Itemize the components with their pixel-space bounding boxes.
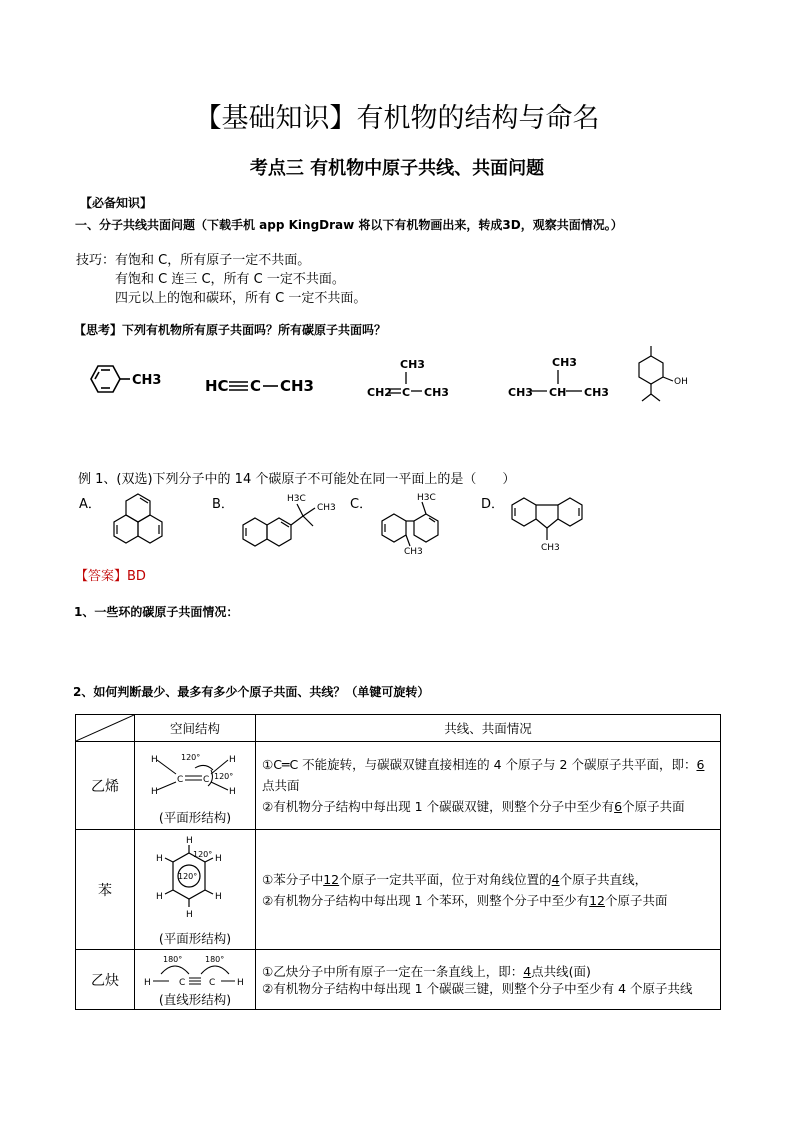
- acetylene-structure: [143, 952, 247, 990]
- answer-line: [75, 565, 146, 584]
- table-row: [76, 742, 721, 830]
- think-molecules: [70, 346, 710, 412]
- svg-text:H: H: [215, 853, 222, 864]
- section-ring-heading: 1、一些环的碳原子共面情况：: [74, 605, 239, 619]
- option-c-h3c: H3C: [417, 493, 436, 503]
- propyne-ch3: CH3: [280, 377, 314, 395]
- table-row: [76, 950, 721, 1010]
- tip-line-2: 有饱和 C 连三 C，所有 C 一定不共面。: [115, 272, 345, 287]
- example-1-question: 例 1、(双选)下列分子中的 14 个碳原子不可能处在同一平面上的是（ ）: [78, 472, 516, 487]
- benzene-num-1: 12: [323, 871, 340, 887]
- essential-label: 【必备知识】: [80, 196, 153, 210]
- benzene-structure-cell: [135, 830, 256, 950]
- benzene-caption: (平面形结构): [158, 930, 232, 946]
- ethylene-structure: [145, 746, 245, 808]
- svg-text:H: H: [237, 977, 244, 988]
- isobutene-right: CH3: [424, 386, 449, 399]
- tip-line-3: 四元以上的饱和碳环，所有 C 一定不共面。: [115, 291, 367, 306]
- ethylene-num-2: 6: [614, 799, 623, 814]
- isobutene-c: C: [402, 386, 411, 399]
- option-c-dimethylbiphenyl: [372, 488, 472, 554]
- benzene-num-3: 12: [589, 892, 606, 908]
- option-b-h3c: H3C: [287, 494, 306, 504]
- section-judge-heading: 2、如何判断最少、最多有多少个原子共面、共线？（单键可旋转）: [73, 685, 430, 699]
- svg-text:H: H: [229, 786, 236, 797]
- row-name-acetylene: 乙炔: [76, 950, 135, 1010]
- isobutane-right: CH3: [584, 386, 609, 399]
- menthol-oh: OH: [674, 377, 688, 387]
- svg-text:H: H: [215, 891, 222, 902]
- svg-text:H: H: [156, 853, 163, 864]
- svg-text:120°: 120°: [193, 849, 213, 859]
- isobutane-left: CH3: [508, 386, 533, 399]
- row-name-benzene: 苯: [76, 830, 135, 950]
- option-c-ch3: CH3: [404, 547, 423, 554]
- benzene-desc-1: ①苯分子中12个原子一定共平面，位于对角线位置的4个原子共直线，: [262, 871, 648, 887]
- toluene-ch3: CH3: [132, 373, 162, 388]
- svg-text:H: H: [186, 909, 193, 920]
- structure-table: [75, 714, 721, 1010]
- ethylene-desc-2: ②有机物分子结构中每出现 1 个碳碳双键，则整个分子中至少有6个原子共面: [262, 799, 685, 814]
- svg-text:H: H: [229, 754, 236, 765]
- isobutene-top: CH3: [400, 358, 425, 371]
- table-row: [76, 830, 721, 950]
- isobutene-left: CH2: [367, 386, 392, 399]
- benzene-num-2: 4: [551, 871, 560, 887]
- think-label: 【思考】下列有机物所有原子共面吗？所有碳原子共面吗？: [74, 323, 387, 337]
- option-d-ch3: CH3: [541, 543, 560, 553]
- benzene-structure: [145, 833, 245, 929]
- ethylene-desc-1: ①C═C 不能旋转，与碳碳双键直接相连的 4 个原子与 2 个碳原子共平面，即：6点共面: [262, 757, 705, 793]
- svg-text:H: H: [144, 977, 151, 988]
- svg-text:H: H: [156, 891, 163, 902]
- page-subtitle: 考点三 有机物中原子共线、共面问题: [249, 158, 545, 179]
- option-b-ch3: CH3: [317, 503, 336, 513]
- svg-text:C: C: [203, 774, 210, 785]
- acetylene-description: [256, 950, 721, 1010]
- svg-text:H: H: [151, 754, 158, 765]
- svg-text:C: C: [209, 977, 216, 988]
- acetylene-desc-1: ①乙炔分子中所有原子一定在一条直线上，即：4点共线(面): [262, 963, 591, 979]
- svg-text:120°: 120°: [178, 871, 198, 881]
- ethylene-num-1: 6: [696, 757, 705, 772]
- acetylene-caption: (直线形结构): [158, 991, 232, 1007]
- option-a-label: A．: [79, 497, 101, 512]
- answer-label: 【答案】: [75, 569, 128, 584]
- option-c-label: C．: [350, 497, 373, 512]
- ethylene-description: [256, 742, 721, 830]
- toluene-structure: [91, 366, 130, 392]
- triple-bond: [229, 382, 248, 390]
- propyne-c: C: [250, 377, 262, 395]
- answer-value: BD: [127, 569, 146, 584]
- option-d-label: D．: [481, 497, 505, 512]
- svg-text:180°: 180°: [163, 954, 183, 964]
- svg-text:C: C: [179, 977, 186, 988]
- acetylene-structure-cell: [135, 950, 256, 1010]
- section-1-heading: 一、分子共线共面问题（下载手机 app KingDraw 将以下有机物画出来，转成3D，观察共面情况。）: [75, 218, 623, 232]
- svg-text:180°: 180°: [205, 954, 225, 964]
- benzene-description: [256, 830, 721, 950]
- isobutane-ch: CH: [549, 386, 567, 399]
- svg-text:120°: 120°: [181, 752, 201, 762]
- header-diagonal: [76, 715, 134, 741]
- ethylene-caption: (平面形结构): [158, 809, 232, 825]
- propyne-hc: HC: [205, 377, 229, 395]
- option-b-label: B．: [212, 497, 234, 512]
- option-a-phenanthrene: [100, 490, 196, 554]
- isobutane-top: CH3: [552, 356, 577, 369]
- svg-text:C: C: [177, 774, 184, 785]
- row-name-ethylene: 乙烯: [76, 742, 135, 830]
- acetylene-desc-2: ②有机物分子结构中每出现 1 个碳碳三键，则整个分子中至少有 4 个原子共线: [262, 980, 693, 996]
- page-title: 【基础知识】有机物的结构与命名: [194, 103, 600, 134]
- ethylene-structure-cell: [135, 742, 256, 830]
- menthol-structure: [639, 346, 673, 401]
- svg-text:120°: 120°: [214, 771, 234, 781]
- header-situation: 共线、共面情况: [256, 715, 721, 742]
- header-structure: 空间结构: [135, 715, 256, 742]
- header-blank-cell: [76, 715, 135, 742]
- svg-text:H: H: [186, 835, 193, 846]
- svg-text:H: H: [151, 786, 158, 797]
- benzene-desc-2: ②有机物分子结构中每出现 1 个苯环，则整个分子中至少有12个原子共面: [262, 892, 668, 908]
- tip-line-1: 技巧：有饱和 C，所有原子一定不共面。: [76, 253, 311, 268]
- option-d-methylfluorene: [508, 488, 598, 554]
- table-header-row: [76, 715, 721, 742]
- option-b-tbutylnaphthalene: [235, 488, 345, 552]
- acetylene-num-1: 4: [523, 963, 532, 979]
